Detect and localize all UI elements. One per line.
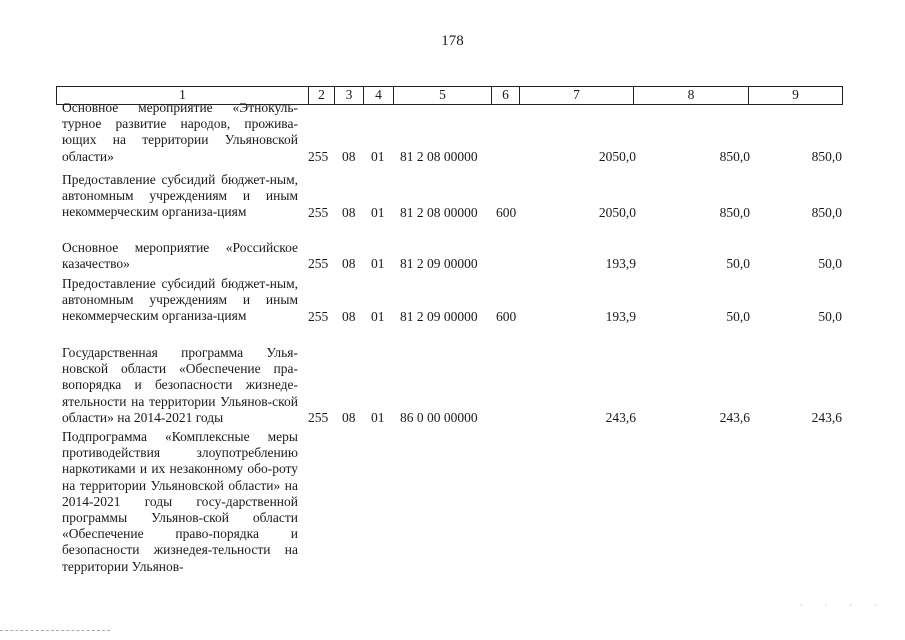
cell-ministry-code: 255	[308, 256, 329, 272]
row-description: Государственная программа Улья-новской области «Обеспечение пра-вопорядка и безопасности жизнеде-ятельности на территории Ульянов-ской области» на 2014-2021 годы	[62, 345, 298, 425]
cell-amount-col7: 2050,0	[598, 148, 636, 164]
row-values	[62, 308, 842, 325]
cell-target-article: 86 0 00 00000	[400, 410, 478, 426]
column-number-3: 3	[334, 87, 363, 104]
cell-target-article: 81 2 08 00000	[400, 204, 478, 220]
cell-section: 08	[342, 256, 356, 272]
column-number-4: 4	[363, 87, 393, 104]
cell-amount-col9: 50,0	[818, 308, 842, 324]
cell-amount-col7: 193,9	[605, 256, 636, 272]
row-description: Основное мероприятие «Российское казачество»	[62, 240, 298, 272]
cell-amount-col9: 243,6	[811, 410, 842, 426]
cell-ministry-code: 255	[308, 410, 329, 426]
row-values	[62, 255, 842, 272]
cell-target-article: 81 2 08 00000	[400, 148, 478, 164]
table-row	[62, 172, 842, 221]
cell-expense-type: 600	[496, 204, 517, 220]
cell-section: 08	[342, 410, 356, 426]
cell-subsection: 01	[371, 204, 385, 220]
cell-section: 08	[342, 204, 356, 220]
table-row	[62, 240, 842, 272]
scan-specks: · · · ·	[800, 601, 887, 610]
cell-subsection: 01	[371, 410, 385, 426]
column-number-9: 9	[748, 87, 843, 104]
cell-ministry-code: 255	[308, 308, 329, 324]
cell-amount-col9: 850,0	[811, 148, 842, 164]
cell-amount-col7: 2050,0	[598, 204, 636, 220]
cell-expense-type: 600	[496, 308, 517, 324]
cell-ministry-code: 255	[308, 148, 329, 164]
cell-subsection: 01	[371, 256, 385, 272]
column-number-5: 5	[393, 87, 491, 104]
cell-amount-col8: 50,0	[726, 256, 750, 272]
page-number: 178	[441, 33, 464, 49]
row-description: Основное мероприятие «Этнокуль-турное развитие народов, прожива-ющих на территории Ульяновской области»	[62, 100, 298, 164]
scan-edge-mark	[0, 630, 110, 631]
column-number-8: 8	[633, 87, 748, 104]
cell-amount-col9: 50,0	[818, 256, 842, 272]
cell-subsection: 01	[371, 308, 385, 324]
cell-ministry-code: 255	[308, 204, 329, 220]
row-description: Предоставление субсидий бюджет-ным, автономным учреждениям и иным некоммерческим организа-циям	[62, 276, 298, 324]
cell-section: 08	[342, 148, 356, 164]
column-number-1: 1	[56, 87, 308, 104]
table-row	[62, 429, 842, 575]
row-values	[62, 409, 842, 426]
cell-amount-col8: 850,0	[719, 148, 750, 164]
cell-subsection: 01	[371, 148, 385, 164]
cell-amount-col8: 50,0	[726, 308, 750, 324]
column-number-2: 2	[308, 87, 334, 104]
cell-section: 08	[342, 308, 356, 324]
table-row	[62, 276, 842, 325]
cell-amount-col7: 243,6	[605, 410, 636, 426]
cell-amount-col7: 193,9	[605, 308, 636, 324]
cell-target-article: 81 2 09 00000	[400, 256, 478, 272]
cell-amount-col9: 850,0	[811, 204, 842, 220]
row-description: Предоставление субсидий бюджет-ным, автономным учреждениям и иным некоммерческим организа-циям	[62, 172, 298, 220]
table-row	[62, 345, 842, 426]
table-row	[62, 100, 842, 165]
row-values	[62, 148, 842, 165]
cell-amount-col8: 243,6	[719, 410, 750, 426]
column-number-6: 6	[491, 87, 519, 104]
row-description: Подпрограмма «Комплексные меры противодействия злоупотреблению наркотиками и их незаконному обо-роту на территории Ульяновской области» на 2014-2021 годы госу-дарственной программы Ульянов-ской области «Обеспечение право-порядка и безопасности жизнедея-тельности на территории Ульянов-	[62, 429, 298, 574]
row-values	[62, 204, 842, 221]
column-number-7: 7	[519, 87, 633, 104]
cell-amount-col8: 850,0	[719, 204, 750, 220]
cell-target-article: 81 2 09 00000	[400, 308, 478, 324]
